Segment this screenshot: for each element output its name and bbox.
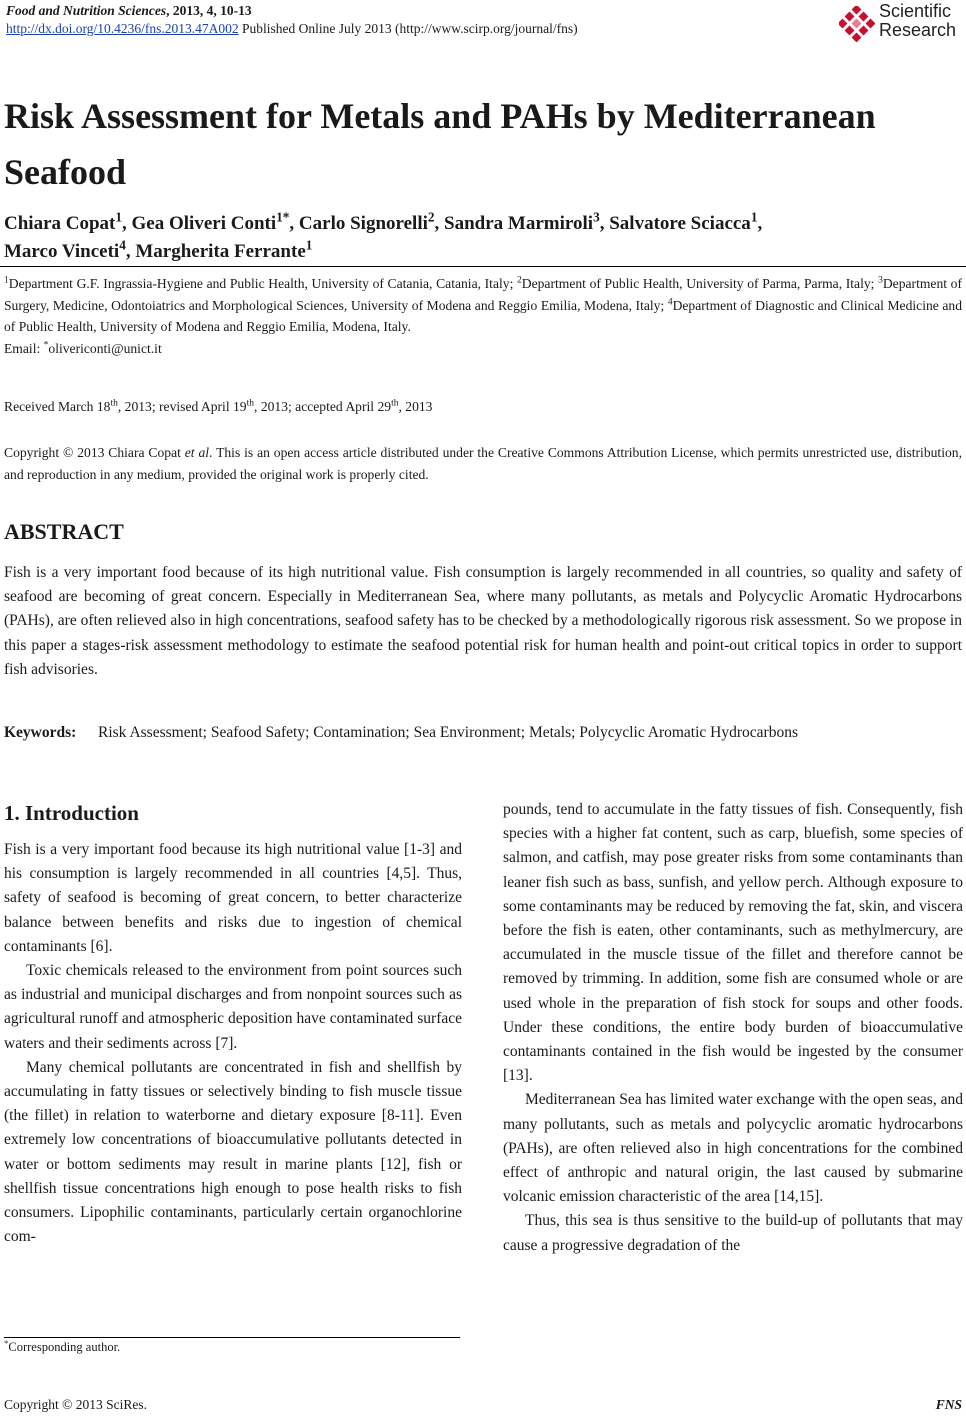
author-affil: 1 [750, 209, 758, 225]
logo-icon [839, 6, 875, 42]
email-label: Email: [4, 340, 44, 356]
logo-text-line2: Research [879, 20, 957, 40]
author-affil: 1 [115, 209, 123, 225]
footer-copyright: Copyright © 2013 SciRes. [4, 1397, 148, 1412]
paragraph: Toxic chemicals released to the environment from point sources such as industrial and municipal discharges and from nonpoint sources such as agricultural runoff and atmospheric deposition have contaminated surface waters and their sediments across [7]. [4, 962, 462, 1052]
author-affil: 1* [276, 209, 290, 225]
author-separator: , [757, 213, 763, 234]
affil-number: 1 [4, 275, 9, 286]
journal-name: Food and Nutrition Sciences [6, 3, 167, 18]
logo-text-line1: Scientific [879, 1, 952, 21]
date-text: , 2013 [398, 399, 433, 414]
author-name: , Carlo Signorelli [289, 213, 428, 234]
publisher-logo [839, 2, 964, 44]
affiliations [4, 273, 962, 359]
affil-number: 2 [517, 275, 522, 286]
affil-text: Department G.F. Ingrassia-Hygiene and Public Health, University of Catania, Catania, Italy; [8, 276, 517, 291]
date-text: , 2013; revised April 19 [117, 399, 247, 414]
column-left [4, 798, 462, 1249]
date-suffix: th [246, 398, 255, 409]
author-list [4, 210, 959, 266]
section-heading: 1. Introduction [4, 801, 139, 825]
abstract-text: Fish is a very important food because of its high nutritional value. Fish consumption is largely recommended in all countries, so quality and safety of seafood are becoming of great concern. Especially in Mediterranean Sea, where many pollutants, as metals and Polycyclic Aromatic Hydrocarbons (PAHs), are often relieved also in high concentrations, seafood safety has to be checked by a methodologically rigorous risk assessment. So we propose in this paper a stages-risk assessment methodology to estimate the seafood potential risk for human health and point-out critical topics in order to support fish advisories. [4, 564, 962, 678]
email-address[interactable]: olivericonti@unict.it [48, 340, 162, 356]
author-name: , Margherita Ferrante [125, 241, 306, 262]
paragraph: Thus, this sea is thus sensitive to the build-up of pollutants that may cause a progressive degradation of the [503, 1212, 963, 1254]
paragraph: Many chemical pollutants are concentrated in fish and shellfish by accumulating in fatty tissues or selectively binding to fish muscle tissue (the fillet) in relation to waterborne and dietary exposure [8-11]. Even extremely low concentrations of bioaccumulative pollutants detected in water or bottom sediments may result in marine plants [12], fish or shellfish tissue concentrations high enough to pose health risks to fish consumers. Lipophilic contaminants, particularly certain organochlorine com- [4, 1058, 462, 1246]
paragraph: Mediterranean Sea has limited water exchange with the open seas, and many pollutants, such as metals and polycyclic aromatic hydrocarbons (PAHs), are often relieved also in high concentrations for the combined effect of anthropic and natural origin, the last caused by submarine volcanic emission characteristic of the area [14,15]. [503, 1091, 963, 1206]
email-marker: * [43, 339, 49, 350]
affil-number: 3 [878, 275, 883, 286]
affil-number: 4 [667, 296, 673, 307]
date-text: Received March 18 [4, 399, 111, 414]
date-text: , 2013; accepted April 29 [254, 399, 392, 414]
author-name: , Gea Oliveri Conti [122, 213, 277, 234]
footnote-divider [4, 1337, 460, 1338]
published-info: Published Online July 2013 (http://www.scirp.org/journal/fns) [238, 21, 578, 36]
copyright-text: . This is an open access article distributed under the Creative Commons Attribution License, which permits unrestricted use, distribution, and reproduction in any medium, provided the original work is properly cited. [4, 445, 962, 482]
journal-header [6, 2, 578, 38]
keywords-list: Risk Assessment; Seafood Safety; Contamination; Sea Environment; Metals; Polycyclic Aromatic Hydrocarbons [98, 724, 798, 741]
footnote-marker: * [4, 1337, 9, 1348]
date-suffix: th [110, 398, 118, 409]
column-right [503, 798, 963, 1258]
paper-title: Risk Assessment for Metals and PAHs by Mediterranean Seafood [4, 96, 876, 192]
affil-text: Department of Diagnostic and Clinical Medicine and of Public Health, University of Modena and Reggio Emilia, Modena, Italy. [4, 297, 963, 334]
affil-text: Department of Surgery, Medicine, Odontoiatrics and Morphological Sciences, University of Modena and Reggio Emilia, Modena, Italy; [4, 276, 962, 313]
header-divider [0, 266, 966, 267]
affil-text: Department of Public Health, University of Parma, Parma, Italy; [521, 276, 879, 291]
author-affil: 2 [427, 209, 435, 225]
copyright-notice [4, 442, 962, 485]
author-name: Chiara Copat [4, 213, 116, 234]
received-dates [4, 399, 432, 415]
paragraph: pounds, tend to accumulate in the fatty tissues of fish. Consequently, fish species with a higher fat content, such as carp, bluefish, some species of salmon, and catfish, may pose greater risks from some contaminants than leaner fish such as bass, sunfish, and yellow perch. Although exposure to some contaminants may be reduced by removing the fat, skin, and viscera before the fish is eaten, other contaminants, such as methylmercury, are accumulated in the muscle tissue of the fillet and therefore cannot be removed by trimming. In addition, some fish are consumed whole or are used whole in the preparation of fish stock for soups and other foods. Under these conditions, the entire body burden of bioaccumulative contaminants contained in the fish would be ingested by the consumer [13]. [503, 801, 963, 1085]
author-affil: 4 [119, 237, 126, 253]
copyright-text: Copyright © 2013 Chiara Copat [4, 445, 185, 460]
date-suffix: th [391, 398, 399, 409]
footnote [4, 1337, 121, 1355]
paragraph: Fish is a very important food because its high nutritional value [1-3] and his consumption is largely recommended in all countries [4,5]. Thus, safety of seafood is becoming of great concern, to better characterize balance between benefits and risks due to ingestion of chemical contaminants [6]. [4, 841, 462, 955]
journal-volume: , 2013, 4, 10-13 [166, 3, 252, 18]
doi-link[interactable]: http://dx.doi.org/10.4236/fns.2013.47A002 [6, 21, 239, 36]
author-name: , Salvatore Sciacca [599, 213, 751, 234]
abstract-heading: ABSTRACT [4, 519, 124, 544]
copyright-etal: et al [184, 445, 210, 460]
author-name: Marco Vinceti [4, 241, 120, 262]
keywords-label: Keywords: [4, 724, 77, 741]
author-affil: 3 [593, 209, 600, 225]
footer-journal-abbr: FNS [935, 1397, 962, 1412]
author-name: , Sandra Marmiroli [434, 213, 594, 234]
footnote-text: Corresponding author. [8, 1340, 121, 1354]
keywords [4, 721, 962, 745]
author-affil: 1 [305, 237, 313, 253]
